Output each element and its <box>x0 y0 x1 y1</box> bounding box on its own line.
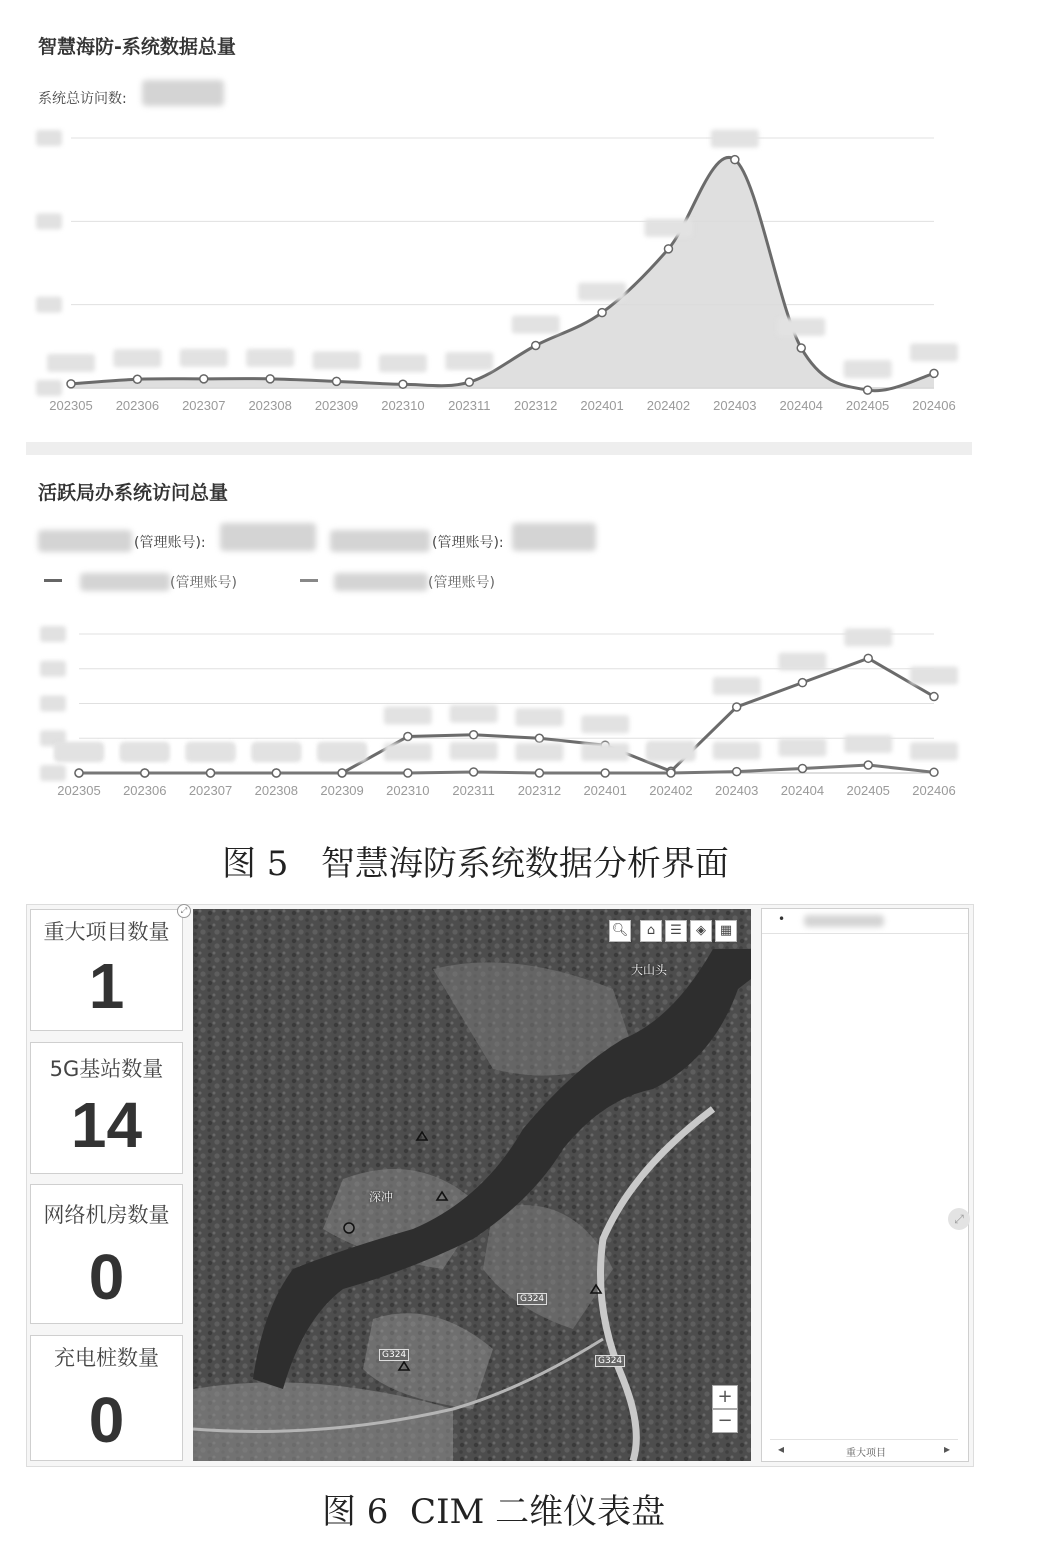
data-label-redacted <box>713 677 761 695</box>
data-label-redacted <box>121 743 169 761</box>
data-point <box>731 156 739 164</box>
legend-label-1: (管理账号) <box>170 575 237 591</box>
zoom-out-button[interactable]: − <box>712 1409 738 1433</box>
qr-code-icon[interactable]: ▦ <box>715 920 737 942</box>
data-point <box>465 378 473 386</box>
data-label-redacted <box>313 351 361 369</box>
data-label-redacted <box>252 743 300 761</box>
account1-value-redacted <box>220 523 316 551</box>
pager <box>770 1439 958 1460</box>
zoom-in-button[interactable]: + <box>712 1385 738 1409</box>
kpi-card-major-projects[interactable] <box>30 909 183 1031</box>
legend-swatch-2 <box>300 579 318 582</box>
data-point <box>333 377 341 385</box>
data-label-redacted <box>187 743 235 761</box>
data-point <box>141 769 149 777</box>
data-label-redacted <box>450 742 498 760</box>
data-label-redacted <box>55 743 103 761</box>
data-point <box>798 679 806 687</box>
x-tick-label: 202401 <box>583 783 627 798</box>
data-label-redacted <box>515 743 563 761</box>
y-tick-label-redacted <box>36 213 62 229</box>
x-tick-label: 202306 <box>123 783 167 798</box>
x-tick-label: 202309 <box>314 398 359 413</box>
data-label-redacted <box>450 705 498 723</box>
list-icon[interactable]: ☰ <box>665 920 687 942</box>
account1-name-redacted <box>38 530 132 552</box>
x-tick-label: 202308 <box>248 398 292 413</box>
data-point <box>470 731 478 739</box>
data-label-redacted <box>581 743 629 761</box>
data-point <box>404 769 412 777</box>
map-view[interactable] <box>193 909 751 1461</box>
kpi-value: 14 <box>70 1089 143 1161</box>
data-point <box>930 369 938 377</box>
account2-name-redacted <box>330 530 430 552</box>
data-label-redacted <box>445 352 493 370</box>
home-icon[interactable]: ⌂ <box>640 920 662 942</box>
kpi-label: 重大项目数量 <box>43 920 170 944</box>
legend-item-1[interactable] <box>44 571 254 591</box>
map-label-shenchong: 深冲 <box>369 1190 394 1204</box>
data-point <box>864 654 872 662</box>
legend-swatch-1 <box>44 579 62 582</box>
data-label-redacted <box>578 283 626 301</box>
figure5-caption: 图 5 智慧海防系统数据分析界面 <box>222 844 729 884</box>
y-tick-label-redacted <box>36 130 62 146</box>
account1-label: (管理账号): <box>134 535 206 551</box>
x-tick-label: 202406 <box>912 783 956 798</box>
legend-name-2-redacted <box>334 573 428 591</box>
total-visits-label: 系统总访问数: <box>38 91 127 107</box>
data-point <box>404 733 412 741</box>
x-tick-label: 202403 <box>713 398 757 413</box>
data-label-redacted <box>581 715 629 733</box>
data-label-redacted <box>644 219 692 237</box>
data-label-redacted <box>515 708 563 726</box>
data-label-redacted <box>711 130 759 148</box>
data-label-redacted <box>180 349 228 367</box>
x-tick-label: 202310 <box>381 398 425 413</box>
chart2-title: 活跃局办系统访问总量 <box>38 482 229 504</box>
data-point <box>601 769 609 777</box>
kpi-label: 5G基站数量 <box>49 1057 164 1081</box>
map-label-dashantou: 大山头 <box>631 963 668 977</box>
road-tag: G324 <box>379 1349 409 1361</box>
satellite-imagery <box>193 909 751 1461</box>
data-point <box>399 380 407 388</box>
data-label-redacted <box>844 360 892 378</box>
section-divider <box>26 442 972 455</box>
data-point <box>535 734 543 742</box>
chart2-svg <box>20 612 980 807</box>
kpi-card-5g-stations[interactable] <box>30 1042 183 1174</box>
account2-value-redacted <box>512 523 596 551</box>
y-tick-label-redacted <box>36 380 62 396</box>
project-list-item[interactable] <box>762 909 968 934</box>
data-point <box>664 245 672 253</box>
data-label-redacted <box>910 343 958 361</box>
data-label-redacted <box>113 349 161 367</box>
data-label-redacted <box>318 743 366 761</box>
x-tick-label: 202312 <box>517 783 562 798</box>
kpi-card-charging-piles[interactable] <box>30 1335 183 1461</box>
expand-icon[interactable]: ⤢ <box>177 904 191 918</box>
x-tick-label: 202311 <box>452 783 495 798</box>
x-tick-label: 202402 <box>646 398 691 413</box>
chart1-title: 智慧海防-系统数据总量 <box>38 36 236 58</box>
data-point <box>733 768 741 776</box>
y-tick-label-redacted <box>36 297 62 313</box>
data-label-redacted <box>910 742 958 760</box>
side-toggle-icon[interactable]: ⤢ <box>948 1208 970 1230</box>
data-label-redacted <box>910 667 958 685</box>
data-point <box>338 769 346 777</box>
x-tick-label: 202306 <box>115 398 160 413</box>
data-point <box>200 375 208 383</box>
data-point <box>930 768 938 776</box>
pager-label: 重大项目 <box>846 1448 886 1459</box>
x-tick-label: 202404 <box>779 398 823 413</box>
x-tick-label: 202307 <box>188 783 233 798</box>
y-tick-label-redacted <box>40 696 66 712</box>
data-point <box>133 375 141 383</box>
total-visits-value-redacted <box>142 80 224 106</box>
data-label-redacted <box>844 628 892 646</box>
kpi-label: 网络机房数量 <box>43 1203 170 1227</box>
x-tick-label: 202404 <box>780 783 825 798</box>
x-tick-label: 202405 <box>846 783 890 798</box>
y-tick-label-redacted <box>40 765 66 781</box>
data-point <box>797 344 805 352</box>
search-icon[interactable]: 🔍︎ <box>609 920 631 942</box>
road-tag: G324 <box>595 1355 625 1367</box>
data-label-redacted <box>47 354 95 372</box>
x-tick-label: 202308 <box>254 783 299 798</box>
data-point <box>207 769 215 777</box>
x-tick-label: 202311 <box>448 398 491 413</box>
account2-label: (管理账号): <box>432 535 504 551</box>
data-label-redacted <box>778 653 826 671</box>
prev-page-button[interactable]: ◂ <box>778 1442 785 1456</box>
data-point <box>75 769 83 777</box>
data-label-redacted <box>713 742 761 760</box>
data-point <box>67 380 75 388</box>
data-point <box>733 703 741 711</box>
x-tick-label: 202309 <box>320 783 364 798</box>
data-point <box>272 769 280 777</box>
data-point <box>266 375 274 383</box>
chart1-svg <box>20 120 980 430</box>
next-page-button[interactable]: ▸ <box>944 1442 951 1456</box>
data-label-redacted <box>246 349 294 367</box>
x-tick-label: 202307 <box>182 398 226 413</box>
y-tick-label-redacted <box>40 626 66 642</box>
data-point <box>535 769 543 777</box>
legend-item-2[interactable] <box>300 571 510 591</box>
kpi-card-server-rooms[interactable] <box>30 1184 183 1324</box>
kpi-value: 1 <box>88 950 125 1022</box>
kpi-value: 0 <box>88 1241 125 1313</box>
legend-label-2: (管理账号) <box>428 575 495 591</box>
figure6-caption: 图 6 CIM 二维仪表盘 <box>322 1492 666 1532</box>
x-tick-label: 202305 <box>57 783 101 798</box>
legend-name-1-redacted <box>80 573 170 591</box>
layers-icon[interactable]: ◈ <box>690 920 712 942</box>
kpi-value: 0 <box>88 1384 125 1456</box>
kpi-label: 充电桩数量 <box>54 1346 159 1370</box>
x-tick-label: 202406 <box>912 398 956 413</box>
x-tick-label: 202405 <box>845 398 890 413</box>
project-list-panel <box>761 908 969 1462</box>
x-tick-label: 202403 <box>714 783 759 798</box>
data-label-redacted <box>844 735 892 753</box>
data-point <box>667 769 675 777</box>
data-label-redacted <box>384 743 432 761</box>
data-point <box>864 386 872 394</box>
data-point <box>532 342 540 350</box>
x-tick-label: 202305 <box>49 398 93 413</box>
project-name-redacted <box>804 915 884 927</box>
data-point <box>470 768 478 776</box>
data-label-redacted <box>512 316 560 334</box>
bullet-icon: • <box>778 912 786 926</box>
x-tick-label: 202402 <box>649 783 693 798</box>
x-tick-label: 202310 <box>386 783 430 798</box>
data-label-redacted <box>384 707 432 725</box>
road-tag: G324 <box>517 1293 547 1305</box>
data-point <box>930 693 938 701</box>
data-label-redacted <box>647 743 695 761</box>
data-label-redacted <box>777 318 825 336</box>
data-point <box>598 309 606 317</box>
y-tick-label-redacted <box>40 661 66 677</box>
data-label-redacted <box>379 354 427 372</box>
data-point <box>798 764 806 772</box>
data-label-redacted <box>778 738 826 756</box>
x-tick-label: 202401 <box>580 398 624 413</box>
x-tick-label: 202312 <box>513 398 558 413</box>
data-point <box>864 761 872 769</box>
